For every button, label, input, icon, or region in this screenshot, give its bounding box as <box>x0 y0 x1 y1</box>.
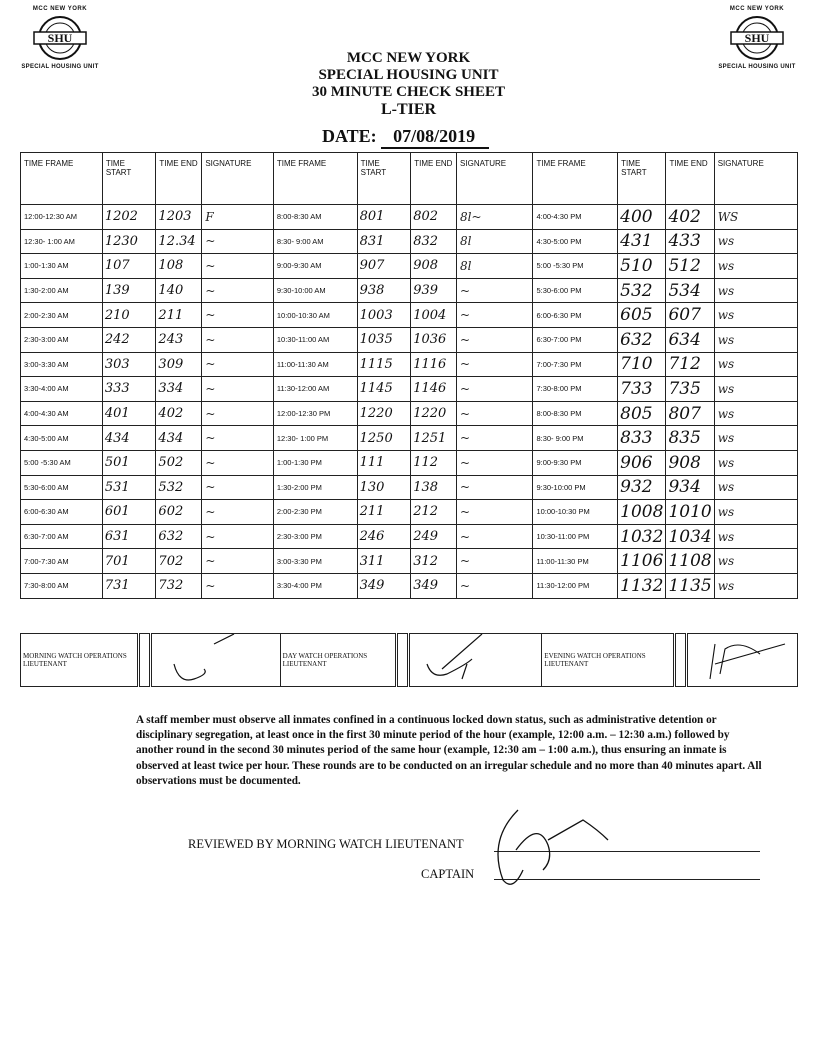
time-frame-cell: 5:30-6:00 AM <box>21 475 103 500</box>
time-end-cell: 138 <box>411 475 457 500</box>
time-frame-cell: 11:30-12:00 AM <box>273 377 357 402</box>
signature-cell: ~ <box>202 254 274 279</box>
time-frame-cell: 2:00-2:30 PM <box>273 500 357 525</box>
time-end-cell: 702 <box>156 549 202 574</box>
time-end-cell: 532 <box>156 475 202 500</box>
time-start-cell: 401 <box>102 401 156 426</box>
time-start-cell: 1202 <box>102 205 156 230</box>
time-start-cell: 1032 <box>618 524 666 549</box>
time-frame-cell: 4:30-5:00 AM <box>21 426 103 451</box>
time-end-cell: 1251 <box>411 426 457 451</box>
time-frame-cell: 1:30-2:00 PM <box>273 475 357 500</box>
time-frame-cell: 6:00-6:30 PM <box>533 303 618 328</box>
time-end-cell: 402 <box>156 401 202 426</box>
time-start-cell: 211 <box>357 500 411 525</box>
table-row <box>21 327 798 352</box>
time-start-cell: 303 <box>102 352 156 377</box>
morning-watch-label: MORNING WATCH OPERATIONS LIEUTENANT <box>21 634 139 687</box>
table-row <box>21 278 798 303</box>
column-header: SIGNATURE <box>202 153 274 205</box>
time-start-cell: 1035 <box>357 327 411 352</box>
day-signature-scrawl <box>412 634 537 684</box>
time-end-cell: 309 <box>156 352 202 377</box>
table-row <box>21 573 798 598</box>
time-end-cell: 108 <box>156 254 202 279</box>
time-end-cell: 1116 <box>411 352 457 377</box>
time-start-cell: 130 <box>357 475 411 500</box>
time-end-cell: 212 <box>411 500 457 525</box>
time-frame-cell: 8:00-8:30 AM <box>273 205 357 230</box>
time-frame-cell: 11:00-11:30 AM <box>273 352 357 377</box>
time-start-cell: 631 <box>102 524 156 549</box>
check-sheet-table <box>20 152 798 599</box>
title-line-3: 30 MINUTE CHECK SHEET <box>312 84 505 100</box>
time-frame-cell: 5:30-6:00 PM <box>533 278 618 303</box>
time-start-cell: 531 <box>102 475 156 500</box>
signature-cell: ~ <box>202 475 274 500</box>
time-end-cell: 732 <box>156 573 202 598</box>
time-end-cell: 140 <box>156 278 202 303</box>
column-header: TIME END <box>666 153 714 205</box>
table-row <box>21 401 798 426</box>
time-frame-cell: 2:30-3:00 AM <box>21 327 103 352</box>
signature-cell: ~ <box>457 573 533 598</box>
time-frame-cell: 5:00 -5:30 AM <box>21 450 103 475</box>
time-end-cell: 602 <box>156 500 202 525</box>
time-end-cell: 634 <box>666 327 714 352</box>
time-end-cell: 1203 <box>156 205 202 230</box>
time-start-cell: 710 <box>618 352 666 377</box>
table-row <box>21 426 798 451</box>
time-frame-cell: 4:30-5:00 PM <box>533 229 618 254</box>
time-frame-cell: 12:30- 1:00 PM <box>273 426 357 451</box>
time-frame-cell: 8:30- 9:00 AM <box>273 229 357 254</box>
time-start-cell: 107 <box>102 254 156 279</box>
time-frame-cell: 7:30-8:00 PM <box>533 377 618 402</box>
morning-watch-signature <box>150 634 280 687</box>
time-frame-cell: 4:00-4:30 PM <box>533 205 618 230</box>
signature-cell: ~ <box>457 327 533 352</box>
time-frame-cell: 9:00-9:30 PM <box>533 450 618 475</box>
time-end-cell: 1004 <box>411 303 457 328</box>
time-start-cell: 833 <box>618 426 666 451</box>
time-start-cell: 501 <box>102 450 156 475</box>
time-frame-cell: 7:00-7:30 PM <box>533 352 618 377</box>
signature-cell: ws <box>714 229 797 254</box>
table-row <box>21 254 798 279</box>
time-frame-cell: 7:00-7:30 AM <box>21 549 103 574</box>
time-end-cell: 211 <box>156 303 202 328</box>
watch-signature-table <box>20 633 798 687</box>
time-frame-cell: 4:00-4:30 AM <box>21 401 103 426</box>
table-row <box>21 303 798 328</box>
signature-cell: ~ <box>202 573 274 598</box>
time-end-cell: 1146 <box>411 377 457 402</box>
time-end-cell: 908 <box>666 450 714 475</box>
signature-cell: ~ <box>457 475 533 500</box>
table-row <box>21 377 798 402</box>
signature-cell: ~ <box>202 229 274 254</box>
title-line-2: SPECIAL HOUSING UNIT <box>318 67 499 83</box>
signature-cell: ~ <box>202 278 274 303</box>
time-start-cell: 932 <box>618 475 666 500</box>
policy-text: A staff member must observe all inmates confined in a continuous locked down status, such as administrative detention or disciplinary segregation, at least once in the first 30 minute period of the hour (example, 12:00 a.m. – 12:30 a.m.) followed by another round in the second 30 minutes period of the same hour (example, 12:30 am – 1:00 a.m.), thus ensuring an inmate is observed at least twice per hour. These rounds are to be conducted on an irregular schedule and no more than 40 minutes apart. All observations must be documented. <box>136 714 762 787</box>
column-header: SIGNATURE <box>714 153 797 205</box>
time-start-cell: 349 <box>357 573 411 598</box>
signature-cell: ~ <box>457 303 533 328</box>
time-end-cell: 1010 <box>666 500 714 525</box>
signature-cell: ws <box>714 450 797 475</box>
signature-cell: 8l <box>457 229 533 254</box>
signature-cell: ~ <box>457 377 533 402</box>
signature-cell: 8l~ <box>457 205 533 230</box>
time-end-cell: 939 <box>411 278 457 303</box>
time-frame-cell: 5:00 -5:30 PM <box>533 254 618 279</box>
time-start-cell: 906 <box>618 450 666 475</box>
time-start-cell: 1230 <box>102 229 156 254</box>
time-frame-cell: 9:00-9:30 AM <box>273 254 357 279</box>
title-line-4: L-TIER <box>380 101 437 118</box>
signature-cell: ~ <box>457 426 533 451</box>
day-watch-signature <box>409 634 542 687</box>
time-start-cell: 605 <box>618 303 666 328</box>
time-frame-cell: 6:30-7:00 AM <box>21 524 103 549</box>
time-end-cell: 632 <box>156 524 202 549</box>
signature-cell: ~ <box>202 549 274 574</box>
time-start-cell: 246 <box>357 524 411 549</box>
title-line-1: MCC NEW YORK <box>346 50 471 66</box>
signature-cell: ws <box>714 573 797 598</box>
column-header: TIME END <box>156 153 202 205</box>
time-frame-cell: 2:30-3:00 PM <box>273 524 357 549</box>
column-header: TIME FRAME <box>533 153 618 205</box>
time-end-cell: 349 <box>411 573 457 598</box>
time-frame-cell: 11:00-11:30 PM <box>533 549 618 574</box>
time-start-cell: 400 <box>618 205 666 230</box>
signature-cell: ~ <box>457 450 533 475</box>
signature-cell: ~ <box>202 352 274 377</box>
time-frame-cell: 10:30-11:00 AM <box>273 327 357 352</box>
time-end-cell: 607 <box>666 303 714 328</box>
signature-cell: ws <box>714 426 797 451</box>
time-start-cell: 1132 <box>618 573 666 598</box>
column-header: SIGNATURE <box>457 153 533 205</box>
time-end-cell: 807 <box>666 401 714 426</box>
signature-cell: ~ <box>457 549 533 574</box>
logo-bottom-text: SPECIAL HOUSING UNIT <box>21 64 99 70</box>
time-start-cell: 1115 <box>357 352 411 377</box>
time-start-cell: 805 <box>618 401 666 426</box>
time-end-cell: 312 <box>411 549 457 574</box>
morning-signature-scrawl <box>154 634 274 684</box>
reviewed-by-label: REVIEWED BY MORNING WATCH LIEUTENANT <box>188 837 464 851</box>
time-start-cell: 733 <box>618 377 666 402</box>
sheet-title <box>0 50 817 118</box>
time-end-cell: 1108 <box>666 549 714 574</box>
signature-cell: ~ <box>457 278 533 303</box>
signature-cell: ~ <box>202 450 274 475</box>
time-end-cell: 712 <box>666 352 714 377</box>
table-row <box>21 450 798 475</box>
table-header-row <box>21 153 798 205</box>
time-start-cell: 242 <box>102 327 156 352</box>
day-watch-label: DAY WATCH OPERATIONS LIEUTENANT <box>280 634 397 687</box>
column-header: TIME FRAME <box>273 153 357 205</box>
column-header: TIME START <box>357 153 411 205</box>
time-frame-cell: 9:30-10:00 PM <box>533 475 618 500</box>
time-frame-cell: 10:00-10:30 AM <box>273 303 357 328</box>
time-frame-cell: 12:00-12:30 PM <box>273 401 357 426</box>
time-end-cell: 334 <box>156 377 202 402</box>
time-start-cell: 1145 <box>357 377 411 402</box>
time-frame-cell: 12:30- 1:00 AM <box>21 229 103 254</box>
time-start-cell: 139 <box>102 278 156 303</box>
time-frame-cell: 6:30-7:00 PM <box>533 327 618 352</box>
signature-cell: ws <box>714 475 797 500</box>
signature-cell: ~ <box>457 401 533 426</box>
signature-cell: ~ <box>202 303 274 328</box>
signature-cell: ws <box>714 327 797 352</box>
time-frame-cell: 8:30- 9:00 PM <box>533 426 618 451</box>
time-start-cell: 311 <box>357 549 411 574</box>
time-end-cell: 1220 <box>411 401 457 426</box>
signature-cell: ~ <box>202 524 274 549</box>
time-end-cell: 1034 <box>666 524 714 549</box>
table-row <box>21 475 798 500</box>
captain-label: CAPTAIN <box>421 867 475 881</box>
time-frame-cell: 3:00-3:30 AM <box>21 352 103 377</box>
column-header: TIME START <box>102 153 156 205</box>
time-frame-cell: 2:00-2:30 AM <box>21 303 103 328</box>
time-frame-cell: 11:30-12:00 PM <box>533 573 618 598</box>
signature-cell: ~ <box>457 352 533 377</box>
signature-cell: ws <box>714 352 797 377</box>
time-end-cell: 1135 <box>666 573 714 598</box>
time-frame-cell: 3:30-4:00 AM <box>21 377 103 402</box>
time-frame-cell: 7:30-8:00 AM <box>21 573 103 598</box>
time-start-cell: 731 <box>102 573 156 598</box>
time-start-cell: 1250 <box>357 426 411 451</box>
evening-signature-scrawl <box>690 634 795 684</box>
signature-cell: ~ <box>202 377 274 402</box>
evening-watch-label: EVENING WATCH OPERATIONS LIEUTENANT <box>542 634 675 687</box>
time-end-cell: 534 <box>666 278 714 303</box>
table-row <box>21 229 798 254</box>
signature-cell: ws <box>714 377 797 402</box>
time-end-cell: 934 <box>666 475 714 500</box>
column-header: TIME START <box>618 153 666 205</box>
date-label: DATE: <box>322 126 377 146</box>
time-start-cell: 434 <box>102 426 156 451</box>
time-end-cell: 249 <box>411 524 457 549</box>
signature-cell: ~ <box>457 500 533 525</box>
time-end-cell: 112 <box>411 450 457 475</box>
date-value: 07/08/2019 <box>381 126 489 149</box>
signature-cell: ~ <box>457 524 533 549</box>
time-end-cell: 1036 <box>411 327 457 352</box>
logo-shu-text: SHU <box>47 31 73 45</box>
signature-cell: ~ <box>202 401 274 426</box>
time-frame-cell: 12:00-12:30 AM <box>21 205 103 230</box>
logo-bottom-text: SPECIAL HOUSING UNIT <box>718 64 796 70</box>
time-start-cell: 801 <box>357 205 411 230</box>
time-end-cell: 908 <box>411 254 457 279</box>
time-end-cell: 243 <box>156 327 202 352</box>
time-start-cell: 1003 <box>357 303 411 328</box>
time-end-cell: 12.34 <box>156 229 202 254</box>
signature-cell: ~ <box>202 426 274 451</box>
time-frame-cell: 1:00-1:30 PM <box>273 450 357 475</box>
time-start-cell: 510 <box>618 254 666 279</box>
time-start-cell: 831 <box>357 229 411 254</box>
reviewer-signature-scrawl <box>488 800 628 895</box>
time-end-cell: 832 <box>411 229 457 254</box>
time-end-cell: 835 <box>666 426 714 451</box>
signature-cell: ws <box>714 500 797 525</box>
time-start-cell: 632 <box>618 327 666 352</box>
time-start-cell: 938 <box>357 278 411 303</box>
table-row <box>21 352 798 377</box>
signature-cell: ws <box>714 278 797 303</box>
signature-cell: ws <box>714 549 797 574</box>
time-end-cell: 402 <box>666 205 714 230</box>
column-header: TIME END <box>411 153 457 205</box>
time-frame-cell: 3:30-4:00 PM <box>273 573 357 598</box>
column-header: TIME FRAME <box>21 153 103 205</box>
signature-cell: ws <box>714 401 797 426</box>
time-end-cell: 434 <box>156 426 202 451</box>
time-frame-cell: 9:30-10:00 AM <box>273 278 357 303</box>
logo-shu-text: SHU <box>744 31 770 45</box>
table-row <box>21 549 798 574</box>
time-end-cell: 502 <box>156 450 202 475</box>
signature-cell: 8l <box>457 254 533 279</box>
time-frame-cell: 3:00-3:30 PM <box>273 549 357 574</box>
signature-cell: ~ <box>202 327 274 352</box>
signature-cell: F <box>202 205 274 230</box>
time-start-cell: 1008 <box>618 500 666 525</box>
logo-top-text: MCC NEW YORK <box>729 6 785 12</box>
time-start-cell: 431 <box>618 229 666 254</box>
time-start-cell: 1106 <box>618 549 666 574</box>
time-frame-cell: 6:00-6:30 AM <box>21 500 103 525</box>
time-frame-cell: 1:00-1:30 AM <box>21 254 103 279</box>
time-end-cell: 802 <box>411 205 457 230</box>
time-frame-cell: 10:30-11:00 PM <box>533 524 618 549</box>
time-start-cell: 1220 <box>357 401 411 426</box>
time-start-cell: 601 <box>102 500 156 525</box>
time-frame-cell: 10:00-10:30 PM <box>533 500 618 525</box>
time-start-cell: 111 <box>357 450 411 475</box>
signature-cell: ws <box>714 303 797 328</box>
logo-top-text: MCC NEW YORK <box>32 6 88 12</box>
signature-cell: ~ <box>202 500 274 525</box>
table-row <box>21 524 798 549</box>
table-row <box>21 500 798 525</box>
time-end-cell: 512 <box>666 254 714 279</box>
signature-cell: ws <box>714 254 797 279</box>
time-start-cell: 210 <box>102 303 156 328</box>
time-start-cell: 907 <box>357 254 411 279</box>
time-start-cell: 532 <box>618 278 666 303</box>
signature-cell: ws <box>714 524 797 549</box>
date-line <box>322 126 489 149</box>
time-start-cell: 333 <box>102 377 156 402</box>
time-end-cell: 735 <box>666 377 714 402</box>
table-row <box>21 205 798 230</box>
time-start-cell: 701 <box>102 549 156 574</box>
time-frame-cell: 1:30-2:00 AM <box>21 278 103 303</box>
evening-watch-signature <box>686 634 797 687</box>
time-end-cell: 433 <box>666 229 714 254</box>
time-frame-cell: 8:00-8:30 PM <box>533 401 618 426</box>
signature-cell: WS <box>714 205 797 230</box>
